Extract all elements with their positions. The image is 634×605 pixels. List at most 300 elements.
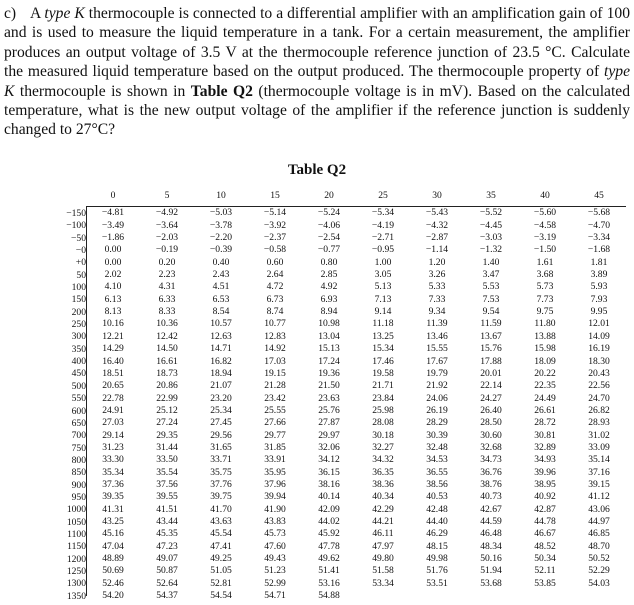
table-cell: 25.34 [210,404,232,416]
table-cell: 7.13 [374,293,392,305]
table-row [86,417,626,429]
table-cell: 44.02 [318,515,340,527]
table-cell: 47.41 [210,540,232,552]
table-cell: 19.36 [318,367,340,379]
table-cell: −2.37 [263,232,287,244]
table-cell: 9.54 [482,306,500,318]
table-cell: 41.70 [210,503,232,515]
table-row [86,454,626,466]
table-cell: 5.53 [482,281,500,293]
table-cell: 17.24 [318,355,340,367]
table-cell: 21.71 [372,380,394,392]
table-cell: 43.25 [102,515,124,527]
row-label: 750 [71,442,86,454]
table-row [86,343,626,355]
table-row [86,577,626,589]
table-cell: 20.43 [588,367,610,379]
table-cell: 41.31 [102,503,124,515]
table-cell: 47.60 [264,540,286,552]
table-cell: 44.97 [588,515,610,527]
table-cell: 0.60 [266,256,284,268]
table-cell: 30.39 [426,429,448,441]
table-cell: 49.43 [264,553,286,564]
table-cell: 6.33 [158,293,176,305]
table-cell: 19.15 [264,367,286,379]
table-cell: 32.68 [480,441,502,453]
table-cell: 21.28 [264,380,286,392]
table-cell: 0.40 [212,256,230,268]
table-cell: 35.95 [264,466,286,478]
table-cell: 18.73 [156,367,178,379]
table-cell: 33.09 [588,441,610,453]
table-cell: 33.30 [102,454,124,466]
table-cell: 49.62 [318,553,340,564]
table-cell: 45.92 [318,528,340,540]
row-label: 350 [71,343,86,355]
table-row [86,207,626,220]
table-cell: 51.76 [426,565,448,577]
table-cell: 42.09 [318,503,340,515]
row-label: 500 [71,380,86,392]
table-cell: 44.21 [372,515,394,527]
table-cell: −5.24 [317,207,341,219]
table-cell: 50.16 [480,553,502,564]
table-cell: −0.39 [209,244,233,256]
table-cell: −1.68 [587,244,611,256]
table-cell: 7.93 [590,293,608,305]
table-cell: 44.40 [426,515,448,527]
table-cell: 41.12 [588,491,610,503]
table-cell: 6.53 [212,293,230,305]
table-cell: 28.93 [588,417,610,429]
table-cell: 40.14 [318,491,340,503]
row-label: 1300 [66,578,86,590]
table-cell: 10.77 [264,318,286,330]
row-label: 450 [71,368,86,380]
table-cell: 31.44 [156,441,178,453]
table-row [86,442,626,454]
table-cell: 14.29 [102,343,124,355]
table-cell: 13.88 [534,330,556,342]
table-cell: 27.87 [318,417,340,429]
table-cell: 30.60 [480,429,502,441]
column-header: 5 [164,190,170,201]
table-cell: 23.42 [264,392,286,404]
table-cell: 38.95 [534,478,556,490]
table-cell: −2.54 [317,232,341,244]
table-cell: 0.00 [104,244,122,256]
table-cell: 52.29 [588,565,610,577]
table-cell: 33.91 [264,454,286,466]
table-cell: 31.02 [588,429,610,441]
table-cell: 1.81 [590,256,608,268]
table-cell: 15.55 [426,343,448,355]
row-label: 1200 [66,553,86,565]
table-cell: 14.09 [588,330,610,342]
table-cell: −0.19 [155,244,179,256]
table-cell: 52.81 [210,577,232,589]
table-cell: −0.58 [263,244,287,256]
table-cell: 46.85 [588,528,610,540]
table-cell: 18.30 [588,355,610,367]
table-row [86,540,626,552]
table-cell: 54.20 [102,590,124,602]
table-cell: −2.87 [425,232,449,244]
table-cell: −4.58 [533,219,557,231]
table-row [86,367,626,379]
table-cell: 48.89 [102,553,124,564]
table-cell: −3.19 [533,232,557,244]
table-cell: 50.34 [534,553,556,564]
table-row [86,516,626,528]
table-cell: 44.78 [534,515,556,527]
table-cell: 39.55 [156,491,178,503]
row-label: 100 [71,282,86,294]
table-cell: 13.25 [372,330,394,342]
table-row [86,565,626,577]
table-cell: 19.79 [426,367,448,379]
table-cell: 37.36 [102,478,124,490]
row-label: 1250 [66,565,86,577]
table-cell: 30.81 [534,429,556,441]
table-cell: 17.88 [480,355,502,367]
table-cell: 17.67 [426,355,448,367]
table-row [86,355,626,367]
table-cell: −3.78 [209,219,233,231]
column-header: 0 [110,190,116,201]
table-cell: 46.48 [480,528,502,540]
table-cell: 12.63 [210,330,232,342]
row-label: +0 [75,257,86,269]
table-cell: 31.65 [210,441,232,453]
table-cell: 46.11 [372,528,394,540]
table-cell: 34.93 [534,454,556,466]
table-cell: 6.13 [104,293,122,305]
table-cell: 32.06 [318,441,340,453]
table-row [86,429,626,441]
table-cell: 42.29 [372,503,394,515]
table-cell: 45.54 [210,528,232,540]
table-cell: −4.19 [371,219,395,231]
row-label: 650 [71,417,86,429]
table-cell: 21.07 [210,380,232,392]
table-cell: 24.06 [426,392,448,404]
table-cell: 54.71 [264,590,286,602]
table-cell: 20.65 [102,380,124,392]
table-cell: 3.26 [428,269,446,281]
table-cell: 4.10 [104,281,122,293]
table-cell: 20.86 [156,380,178,392]
row-label: 850 [71,467,86,479]
table-cell: 11.39 [426,318,448,330]
table-cell: 22.99 [156,392,178,404]
table-cell: 12.42 [156,330,178,342]
row-label: 1100 [67,528,86,540]
table-cell [410,590,464,602]
table-cell: 40.53 [426,491,448,503]
table-cell: 9.75 [536,306,554,318]
table-cell: 15.34 [372,343,394,355]
table-cell: 5.13 [374,281,392,293]
table-cell: 49.98 [426,553,448,564]
table-cell: 22.78 [102,392,124,404]
table-cell: 37.76 [210,478,232,490]
table-cell: −5.52 [479,207,503,219]
table-cell: 14.92 [264,343,286,355]
table-row [86,553,626,565]
table-cell: 6.93 [320,293,338,305]
question-label: c) [4,5,17,22]
table-cell: 5.33 [428,281,446,293]
table-cell [518,590,572,602]
table-row [86,318,626,330]
table-cell: 50.69 [102,565,124,577]
table-cell: 38.16 [318,478,340,490]
table-row [86,293,626,305]
table-cell: −1.50 [533,244,557,256]
table-cell: 24.27 [480,392,502,404]
table-cell: 43.06 [588,503,610,515]
table-cell: 36.35 [372,466,394,478]
table-cell: 32.48 [426,441,448,453]
table-cell: 39.75 [210,491,232,503]
table-cell: 28.08 [372,417,394,429]
column-header: 25 [378,190,388,201]
table-cell: −1.86 [101,232,125,244]
table-cell: 9.95 [590,306,608,318]
table-cell: −1.14 [425,244,449,256]
table-cell: 40.73 [480,491,502,503]
table-cell: −4.70 [587,219,611,231]
table-cell: 52.99 [264,577,286,589]
table-cell: 26.82 [588,404,610,416]
table-cell: 53.68 [480,577,502,589]
table-row [86,380,626,392]
table-cell: 13.46 [426,330,448,342]
table-cell: 11.18 [372,318,394,330]
table-cell: 48.15 [426,540,448,552]
table-cell: 8.33 [158,306,176,318]
table-row [86,232,626,244]
table-cell: 36.55 [426,466,448,478]
table-cell: 4.92 [320,281,338,293]
table-row [86,590,626,602]
table-cell: 40.34 [372,491,394,503]
table-cell: 28.50 [480,417,502,429]
table-cell: 47.04 [102,540,124,552]
table-cell: 7.73 [536,293,554,305]
table-cell: 12.83 [264,330,286,342]
table-cell: −3.03 [479,232,503,244]
table-row [86,244,626,256]
table-cell: 39.94 [264,491,286,503]
table-row [86,256,626,268]
table-cell: 27.66 [264,417,286,429]
row-label: 550 [71,393,86,405]
table-cell: 0.20 [158,256,176,268]
table-cell: 42.87 [534,503,556,515]
table-cell: 41.90 [264,503,286,515]
table-cell: 8.54 [212,306,230,318]
column-header: 40 [540,190,550,201]
table-cell: 46.29 [426,528,448,540]
table-cell: 51.05 [210,565,232,577]
table-cell: 4.51 [212,281,230,293]
table-cell: −1.32 [479,244,503,256]
table-cell: 34.12 [318,454,340,466]
table-cell: 35.34 [102,466,124,478]
table-cell: 5.73 [536,281,554,293]
table-cell: 48.52 [534,540,556,552]
table-row [86,330,626,342]
table-cell: −5.60 [533,207,557,219]
table-cell: 16.19 [588,343,610,355]
table-cell: 10.57 [210,318,232,330]
table-cell: 2.43 [212,269,230,281]
table-cell: 51.58 [372,565,394,577]
table-cell: −0.95 [371,244,395,256]
table-row [86,479,626,491]
table-row [86,528,626,540]
table-row [86,466,626,478]
row-label: 300 [71,331,86,343]
row-label: 1150 [67,541,86,553]
table-cell: 38.56 [426,478,448,490]
table-cell: −5.03 [209,207,233,219]
table-cell: 49.07 [156,553,178,564]
question-text: A type K thermocouple is connected to a differential amplifier with an amplification gain of 100 and is used to measure the liquid temperature in a tank. For a certain measurement, the amplifier produces an output voltage of 3.5 V at the thermocouple reference junction of 23.5 °C. Calculate the measured liquid temperature based on the output produced. The thermocouple property of type K thermocouple is shown in Table Q2 (thermocouple voltage is in mV). Based on the calculated temperature, what is the new output voltage of the amplifier if the reference junction is suddenly changed to 27°C? [4,5,631,139]
table-cell: 31.85 [264,441,286,453]
table-cell: 32.89 [534,441,556,453]
table-cell: −3.64 [155,219,179,231]
table-cell: 35.14 [588,454,610,466]
column-header: 10 [216,190,226,201]
table-cell: 25.12 [156,404,178,416]
table-cell: 27.03 [102,417,124,429]
table-cell: 11.59 [480,318,502,330]
table-cell: 21.92 [426,380,448,392]
table-cell: 53.85 [534,577,556,589]
table-cell: 2.64 [266,269,284,281]
table-cell: 46.67 [534,528,556,540]
table-cell: 45.35 [156,528,178,540]
table-cell: 50.52 [588,553,610,564]
table-cell: 26.40 [480,404,502,416]
row-label: 950 [71,491,86,503]
table-cell: 4.31 [158,281,176,293]
table-cell: 43.83 [264,515,286,527]
table-cell: 38.36 [372,478,394,490]
table-cell: 18.09 [534,355,556,367]
table-cell: 39.35 [102,491,124,503]
table-cell: 32.27 [372,441,394,453]
table-cell: 18.94 [210,367,232,379]
table-cell: 42.48 [426,503,448,515]
table-cell: 27.24 [156,417,178,429]
table-cell: 1.20 [428,256,446,268]
table-cell: 24.91 [102,404,124,416]
row-label: −150 [66,208,86,219]
table-cell: 3.68 [536,269,554,281]
table-cell: 52.46 [102,577,124,589]
table-cell: 34.73 [480,454,502,466]
row-label: 600 [71,405,86,417]
row-label: 50 [76,269,86,281]
table-cell: 28.29 [426,417,448,429]
table-cell: 23.20 [210,392,232,404]
table-cell: −4.32 [425,219,449,231]
table-cell: 29.35 [156,429,178,441]
table-cell: 1.40 [482,256,500,268]
table-cell: 17.03 [264,355,286,367]
table-cell: 54.54 [210,590,232,602]
table-cell: 53.51 [426,577,448,589]
table-cell: 29.14 [102,429,124,441]
table-cell: −3.34 [587,232,611,244]
table-cell: 42.67 [480,503,502,515]
row-label: 800 [71,454,86,466]
table-cell: 49.80 [372,553,394,564]
table-cell: 15.76 [480,343,502,355]
table-cell: 3.47 [482,269,500,281]
table-cell: 39.96 [534,466,556,478]
table-cell: 9.14 [374,306,392,318]
table-cell: 47.23 [156,540,178,552]
table-cell: 27.45 [210,417,232,429]
table-cell: 18.51 [102,367,124,379]
table-cell [356,590,410,602]
table-cell: 9.34 [428,306,446,318]
row-label: −0 [75,245,86,257]
table-cell: 30.18 [372,429,394,441]
table-cell: −4.92 [155,207,179,219]
table-cell: 48.70 [588,540,610,552]
table-cell: 43.44 [156,515,178,527]
table-cell: −3.49 [101,219,125,231]
row-label: −100 [66,220,86,232]
table-cell: 16.40 [102,355,124,367]
table-cell: 10.98 [318,318,340,330]
table-row [86,306,626,318]
column-header: 15 [270,190,280,201]
row-label: −50 [70,232,86,244]
table-cell: −5.68 [587,207,611,219]
table-cell: −2.20 [209,232,233,244]
table-cell: 48.34 [480,540,502,552]
table-cell: 40.92 [534,491,556,503]
table-cell: 25.76 [318,404,340,416]
thermocouple-table [86,190,626,602]
table-cell: 14.71 [210,343,232,355]
table-cell: 8.74 [266,306,284,318]
row-label: 1350 [66,590,86,602]
table-cell: 7.53 [482,293,500,305]
table-cell: 1.00 [374,256,392,268]
table-cell: 6.73 [266,293,284,305]
row-label: 150 [71,294,86,306]
table-cell: 2.23 [158,269,176,281]
table-cell: 43.63 [210,515,232,527]
table-cell: 8.13 [104,306,122,318]
table-cell: 51.41 [318,565,340,577]
table-row [86,491,626,503]
table-cell: 50.87 [156,565,178,577]
row-label: 700 [71,430,86,442]
table-cell: 31.23 [102,441,124,453]
row-label: 900 [71,479,86,491]
table-cell: 35.75 [210,466,232,478]
table-cell: −5.14 [263,207,287,219]
